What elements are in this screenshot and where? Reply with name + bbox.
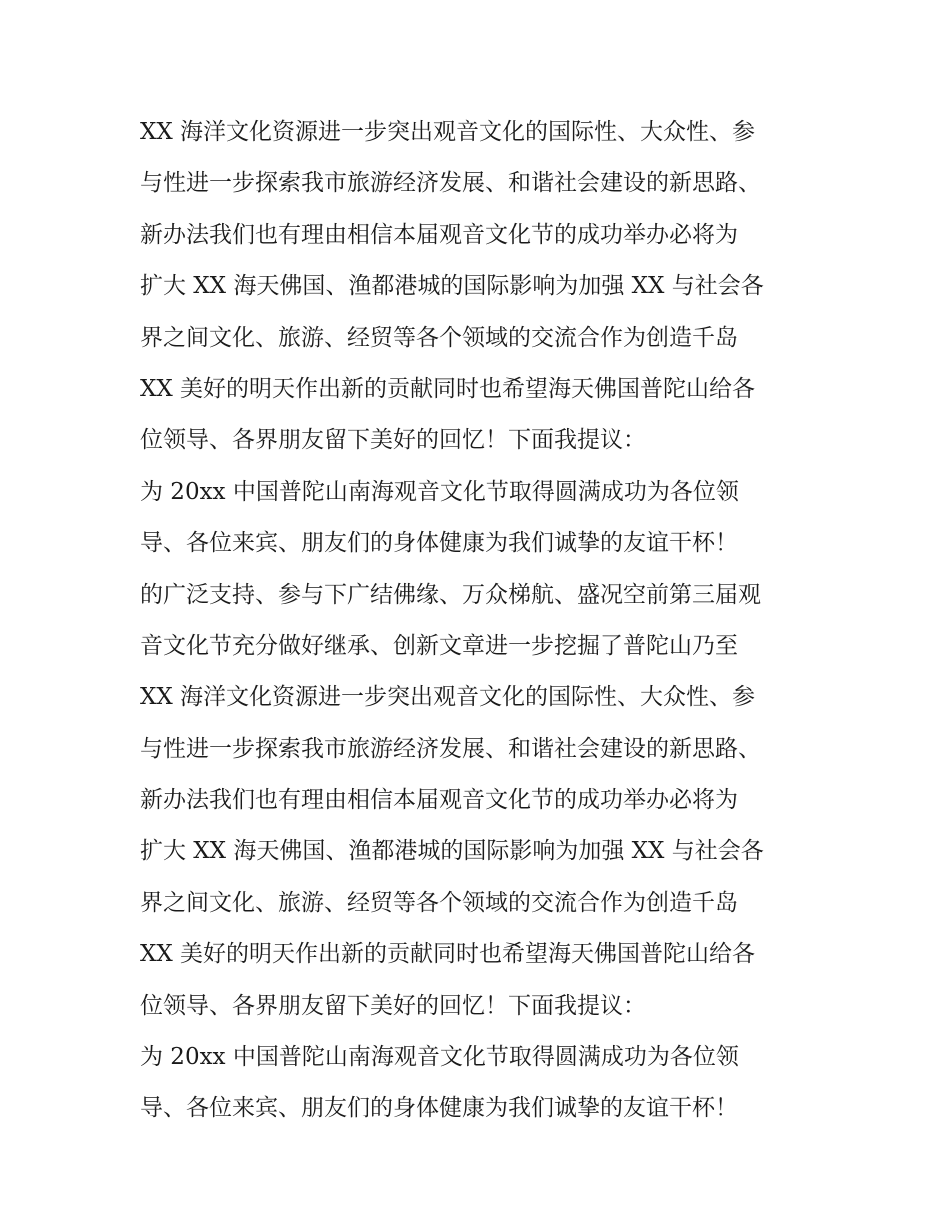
text-line: 导、各位来宾、朋友们的身体健康为我们诚挚的友谊干杯！ [140, 1095, 738, 1122]
text-line: 音文化节充分做好继承、创新文章进一步挖掘了普陀山乃至 [140, 632, 738, 659]
text-line: 与性进一步探索我市旅游经济发展、和谐社会建设的新思路、 [140, 735, 761, 762]
text-line: 的广泛支持、参与下广结佛缘、万众梯航、盛况空前第三届观 [140, 581, 761, 608]
text-line: 位领导、各界朋友留下美好的回忆！下面我提议： [140, 427, 646, 454]
text-line: XX 海洋文化资源进一步突出观音文化的国际性、大众性、参 [140, 684, 756, 711]
text-line: 与性进一步探索我市旅游经济发展、和谐社会建设的新思路、 [140, 170, 761, 197]
text-line: 新办法我们也有理由相信本届观音文化节的成功举办必将为 [140, 221, 738, 248]
text-line: XX 美好的明天作出新的贡献同时也希望海天佛国普陀山给各 [140, 941, 756, 968]
text-line: 导、各位来宾、朋友们的身体健康为我们诚挚的友谊干杯！ [140, 530, 738, 557]
text-line: 位领导、各界朋友留下美好的回忆！下面我提议： [140, 992, 646, 1019]
text-line: 扩大 XX 海天佛国、渔都港城的国际影响为加强 XX 与社会各 [140, 838, 764, 865]
text-line: 界之间文化、旅游、经贸等各个领域的交流合作为创造千岛 [140, 889, 738, 916]
body-text [140, 107, 840, 1135]
text-line: 扩大 XX 海天佛国、渔都港城的国际影响为加强 XX 与社会各 [140, 273, 764, 300]
text-line: 为 20xx 中国普陀山南海观音文化节取得圆满成功为各位领 [140, 1044, 739, 1071]
text-line: 界之间文化、旅游、经贸等各个领域的交流合作为创造千岛 [140, 324, 738, 351]
text-line: 新办法我们也有理由相信本届观音文化节的成功举办必将为 [140, 787, 738, 814]
text-line: 为 20xx 中国普陀山南海观音文化节取得圆满成功为各位领 [140, 478, 739, 505]
text-line: XX 海洋文化资源进一步突出观音文化的国际性、大众性、参 [140, 119, 756, 145]
text-line: XX 美好的明天作出新的贡献同时也希望海天佛国普陀山给各 [140, 375, 756, 402]
